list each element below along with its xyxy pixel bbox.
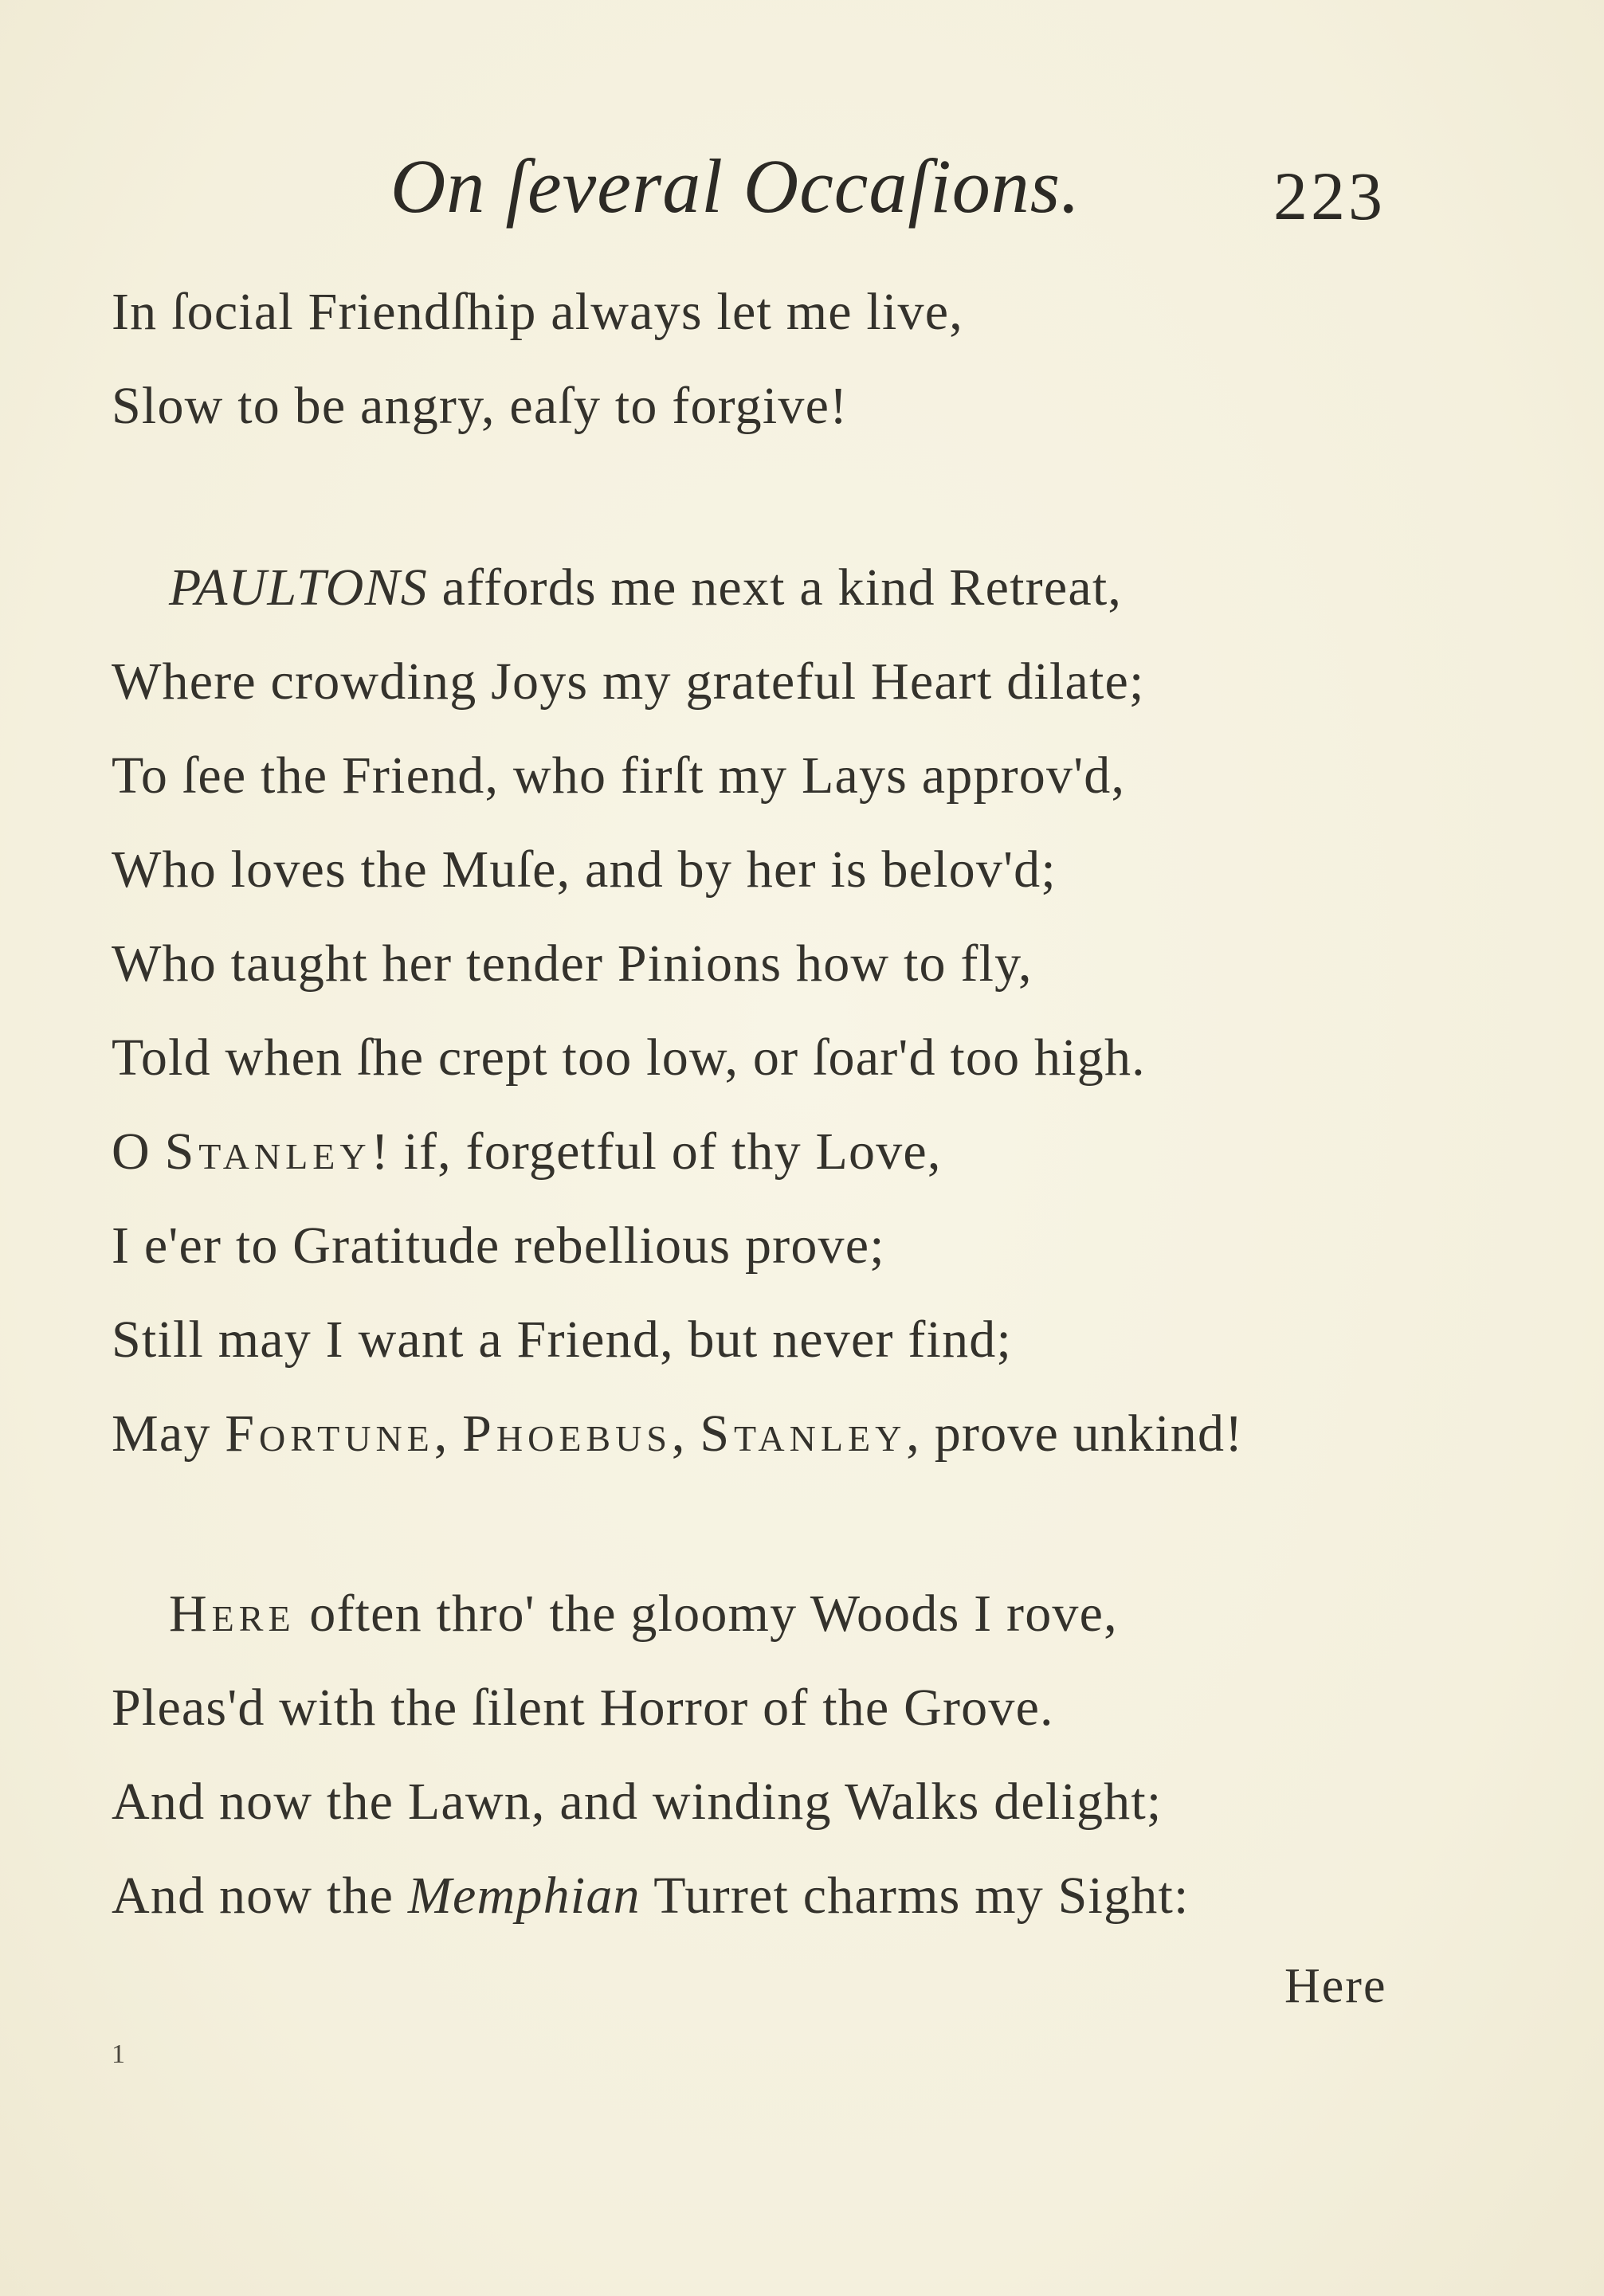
poem-line [112, 1120, 942, 1184]
place-name-memphian: Memphian [407, 1867, 641, 1925]
poem-line-text: ! if, forgetful of thy Love, [371, 1123, 942, 1181]
poem-line [169, 556, 1122, 620]
poem-line [112, 1676, 1054, 1740]
poem-line-text: , [671, 1405, 700, 1463]
name-stanley: Stanley [700, 1405, 907, 1463]
running-title: On ſeveral Occaſions. [390, 143, 1081, 229]
name-phoebus: Phoebus [462, 1405, 672, 1463]
poem-line [112, 374, 848, 438]
poem-line [112, 1308, 1012, 1372]
poem-line [112, 650, 1145, 714]
stanza-opening-word: Here [169, 1585, 296, 1643]
poem-line-text: And now the Lawn, and winding Walks delight; [112, 1773, 1163, 1831]
poem-line [112, 1214, 885, 1278]
page-number: 223 [1273, 158, 1386, 234]
poem-line-text: Who loves the Muſe, and by her is belov'd; [112, 840, 1057, 899]
poem-line-text: Where crowding Joys my grateful Heart dilate; [112, 652, 1145, 711]
poem-line-text: Turret charms my Sight: [640, 1867, 1190, 1925]
place-name-paultons: PAULTONS [169, 558, 428, 617]
poem-line-text: Told when ſhe crept too low, or ſoar'd too high. [112, 1028, 1146, 1087]
poem-line-text: O [112, 1123, 165, 1181]
poem-line-text: May [112, 1405, 226, 1463]
poem-line-text: Slow to be angry, eaſy to forgive! [112, 377, 849, 435]
catchword: Here [1284, 1959, 1387, 2013]
poem-line [112, 932, 1033, 996]
poem-line [112, 744, 1125, 808]
poem-line-text: , [433, 1405, 463, 1463]
name-fortune: Fortune [225, 1405, 434, 1463]
poem-line [169, 1582, 1118, 1646]
poem-line-text: Still may I want a Friend, but never find; [112, 1311, 1013, 1369]
poem-line [112, 1864, 1190, 1928]
signature-mark: 1 [112, 2039, 125, 2069]
poem-line-text: To ſee the Friend, who firſt my Lays approv'd, [112, 746, 1126, 805]
poem-line [112, 838, 1057, 902]
poem-line-text: And now the [112, 1867, 408, 1925]
poem-line [112, 1026, 1146, 1090]
poem-line-text: often thro' the gloomy Woods I rove, [295, 1585, 1118, 1643]
poem-line-text: In ſocial Friendſhip always let me live, [112, 283, 963, 341]
poem-line-text: I e'er to Gratitude rebellious prove; [112, 1217, 885, 1275]
poem-line-text: Pleas'd with the ſilent Horror of the Grove. [112, 1679, 1054, 1737]
poem-line-text: , prove unkind! [906, 1405, 1244, 1463]
poem-line [112, 1770, 1162, 1834]
poem-line-text: affords me next a kind Retreat, [427, 558, 1123, 617]
poem-line [112, 280, 963, 344]
name-stanley: Stanley [164, 1123, 371, 1181]
poem-line [112, 1402, 1243, 1466]
poem-line-text: Who taught her tender Pinions how to fly, [112, 934, 1033, 993]
